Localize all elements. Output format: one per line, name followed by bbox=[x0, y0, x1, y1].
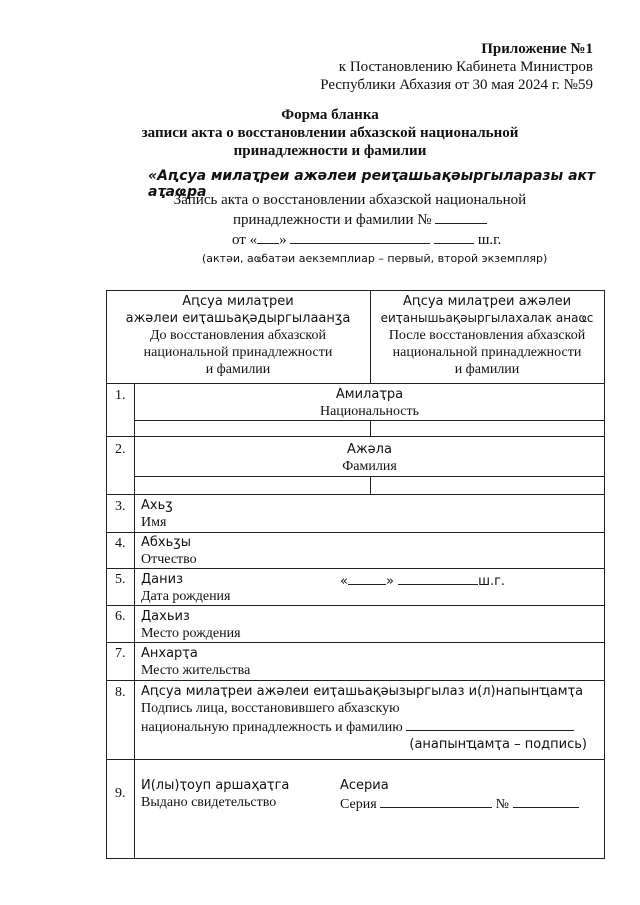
row-9-label-ab: И(лы)ҭоуп аршаҳаҭга bbox=[141, 778, 290, 793]
row-8-signature-hint: (анапынҵамҭа – подпись) bbox=[409, 737, 587, 752]
head-left-ru-2: национальной принадлежности bbox=[143, 345, 333, 360]
row-9-series-blank[interactable] bbox=[380, 794, 492, 808]
row-8-signature-blank[interactable] bbox=[406, 717, 574, 731]
row-7-label-ab: Анхарҭа bbox=[141, 646, 198, 661]
row-6-label-ru: Место рождения bbox=[141, 626, 241, 641]
row-5-year-abbr: ш.г. bbox=[478, 574, 506, 589]
row-8-label-ab: Аԥсуа милаҭреи ажәлеи еиҭашьақәызыргылаз и(л)напынҵамҭа bbox=[141, 684, 584, 699]
row-9-number-blank[interactable] bbox=[513, 794, 579, 808]
appendix-line-2: Республики Абхазия от 30 мая 2024 г. №59 bbox=[320, 77, 593, 93]
row-8-label-ru-2: национальную принадлежность и фамилию bbox=[141, 720, 403, 735]
row-5-day-blank[interactable] bbox=[348, 571, 386, 585]
row-5-label-ab: Даниз bbox=[141, 572, 183, 587]
year-blank[interactable] bbox=[434, 230, 474, 244]
row-1-label-ab: Амилаҭра bbox=[335, 387, 404, 402]
abkhaz-form-title: «Аԥсуа милаҭреи ажәлеи реиҭашьақәыргыларазы акт аҭаҩра bbox=[148, 168, 596, 200]
row-3-label-ab: Ахьӡ bbox=[141, 498, 173, 513]
row-2-label-ru: Фамилия bbox=[342, 459, 397, 474]
form-title-1: Форма бланка bbox=[281, 107, 379, 123]
row-9-series-ru: Серия bbox=[340, 797, 377, 812]
head-right-ab-2: еиҭанышьақәыргылахалак анаҩс bbox=[380, 311, 594, 325]
record-number-blank[interactable] bbox=[435, 210, 487, 224]
record-title-1: Запись акта о восстановлении абхазской национальной bbox=[173, 192, 527, 208]
row-4-label-ru: Отчество bbox=[141, 552, 197, 567]
head-left-ab-2: ажәлеи еиҭашьақәдыргылаанӡа bbox=[125, 311, 351, 326]
day-blank[interactable] bbox=[257, 230, 279, 244]
row-7-label-ru: Место жительства bbox=[141, 663, 251, 678]
row-2-label-ab: Ажәла bbox=[347, 442, 392, 457]
appendix-title: Приложение №1 bbox=[481, 41, 593, 57]
row-4-label-ab: Абхьӡы bbox=[141, 535, 192, 550]
row-9-series-ab: Асериа bbox=[340, 778, 389, 793]
row-7-number: 7. bbox=[115, 646, 126, 661]
row-9-number: 9. bbox=[115, 786, 126, 801]
month-blank[interactable] bbox=[290, 230, 430, 244]
head-right-ru-3: и фамилии bbox=[454, 362, 520, 377]
row-9-label-ru: Выдано свидетельство bbox=[141, 795, 277, 810]
row-8-label-ru-1: Подпись лица, восстановившего абхазскую bbox=[141, 701, 400, 716]
head-right-ab-1: Аԥсуа милаҭреи ажәлеи bbox=[402, 294, 572, 309]
row-4-number: 4. bbox=[115, 536, 126, 551]
row-5-month-blank[interactable] bbox=[398, 571, 478, 585]
head-left-ru-3: и фамилии bbox=[205, 362, 271, 377]
form-title-3: принадлежности и фамилии bbox=[233, 143, 427, 159]
row-5-date-open: « bbox=[340, 574, 348, 589]
copy-note: (актәи, аҩбатәи аекземплиар – первый, второй экземпляр) bbox=[202, 252, 548, 265]
row-1-label-ru: Национальность bbox=[319, 404, 420, 419]
row-5-label-ru: Дата рождения bbox=[141, 589, 231, 604]
row-5-number: 5. bbox=[115, 572, 126, 587]
head-left-ru-1: До восстановления абхазской bbox=[149, 328, 327, 343]
row-8-number: 8. bbox=[115, 685, 126, 700]
head-right-ru-1: После восстановления абхазской bbox=[388, 328, 586, 343]
appendix-line-1: к Постановлению Кабинета Министров bbox=[338, 59, 593, 75]
record-title-2: принадлежности и фамилии № bbox=[233, 212, 432, 228]
row-1-number: 1. bbox=[115, 388, 126, 403]
year-abbr: ш.г. bbox=[477, 232, 502, 248]
head-left-ab-1: Аԥсуа милаҭреи bbox=[182, 294, 294, 309]
row-3-number: 3. bbox=[115, 499, 126, 514]
row-9-number-label: № bbox=[495, 797, 510, 812]
date-open-quote: от « bbox=[232, 232, 258, 248]
date-close-quote: » bbox=[279, 232, 287, 248]
row-6-label-ab: Дахьиз bbox=[141, 609, 190, 624]
row-2-number: 2. bbox=[115, 442, 126, 457]
head-right-ru-2: национальной принадлежности bbox=[392, 345, 582, 360]
row-3-label-ru: Имя bbox=[141, 515, 167, 530]
form-title-2: записи акта о восстановлении абхазской национальной bbox=[141, 125, 519, 141]
row-6-number: 6. bbox=[115, 609, 126, 624]
row-5-date-close: » bbox=[385, 574, 394, 589]
